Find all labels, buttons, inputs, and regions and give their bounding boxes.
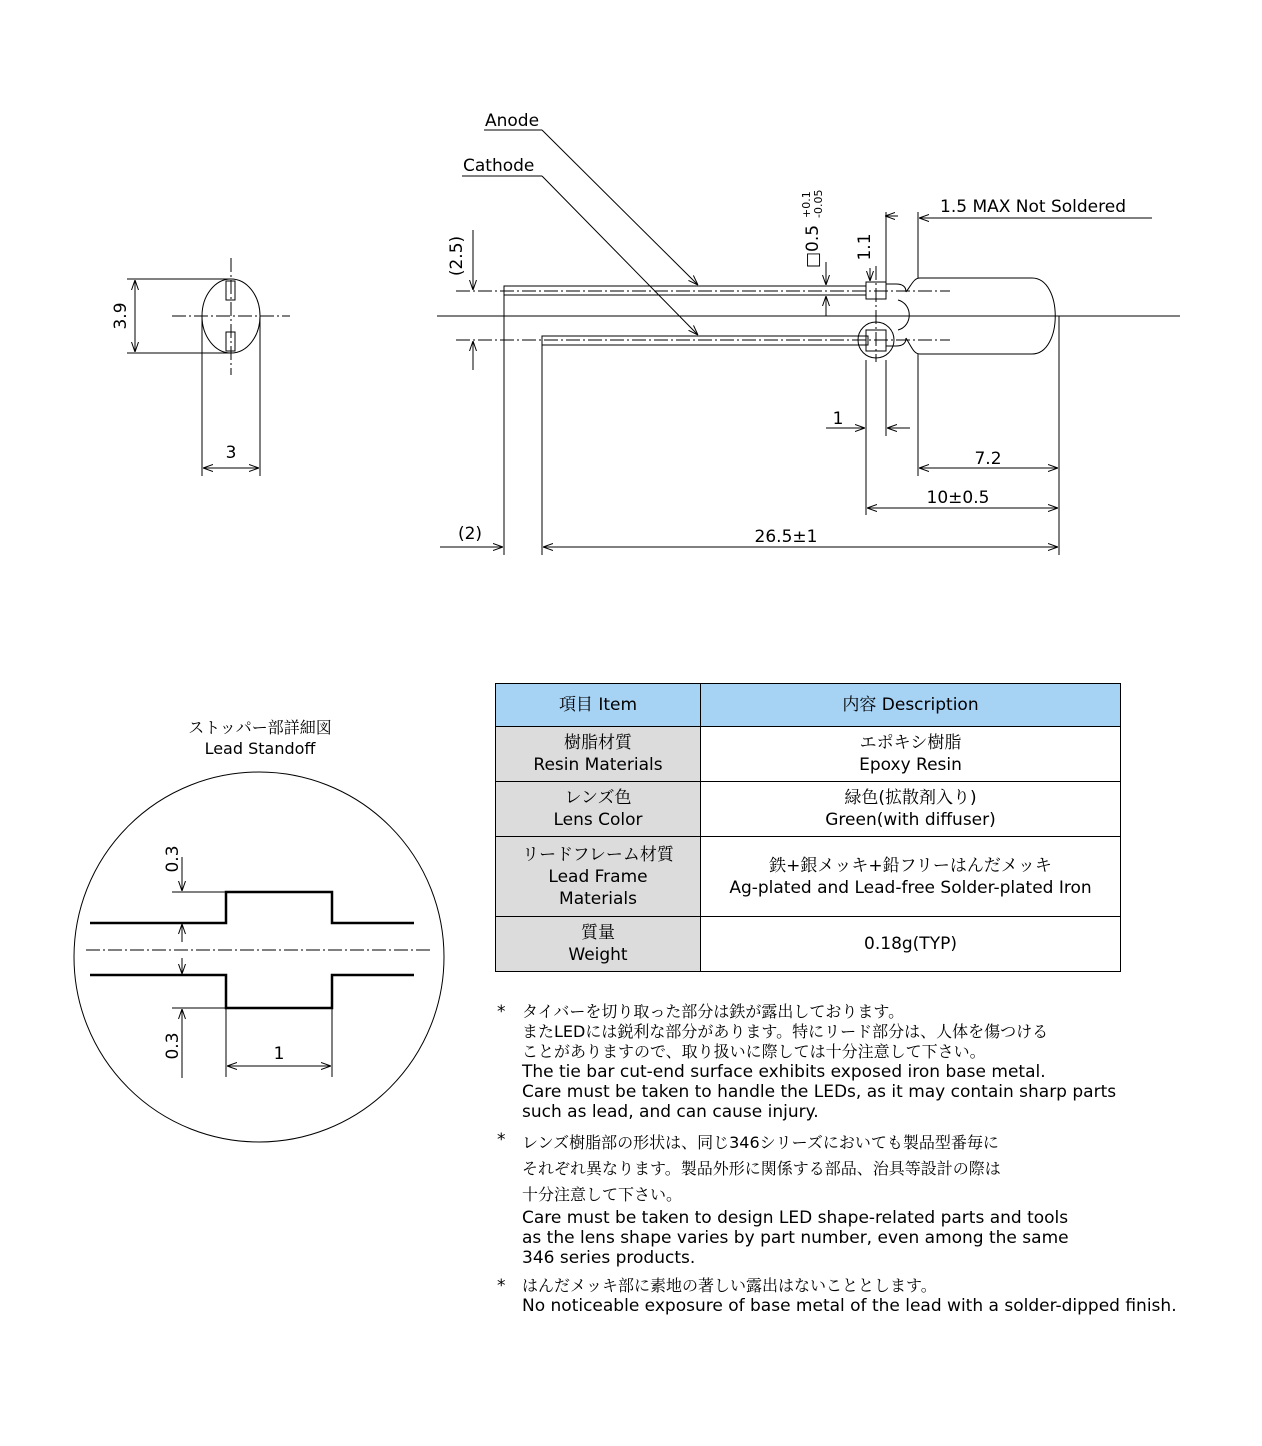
- row-desc: 0.18g(TYP): [701, 917, 1121, 972]
- cathode-leader: [542, 176, 698, 335]
- row-desc: 緑色(拡散剤入り) Green(with diffuser): [701, 782, 1121, 837]
- dim-lens-length: 7.2: [974, 449, 1002, 469]
- dim-top-03: 0.3: [163, 845, 183, 873]
- notes: [497, 1002, 1257, 1324]
- table-row: [496, 917, 1121, 972]
- anode-leader: [542, 130, 698, 285]
- dim-standoff-w: 1: [273, 1044, 285, 1064]
- dim-lead-square: □0.5: [803, 224, 823, 268]
- dim-pitch-label: (2.5): [447, 235, 467, 277]
- dim-lead-tol-minus: -0.05: [812, 189, 825, 218]
- dim-body-length: 10±0.5: [926, 488, 990, 508]
- dim-lead-tol-plus: +0.1: [800, 191, 813, 218]
- dim-width-label: 3: [225, 443, 237, 463]
- table-row: [496, 727, 1121, 782]
- header-description: 内容 Description: [701, 684, 1121, 727]
- side-view: [437, 111, 1180, 555]
- table-row: [496, 782, 1121, 837]
- dim-standoff-width: 1: [832, 409, 844, 429]
- flange-curve: [898, 300, 909, 330]
- detail-circle: [74, 772, 444, 1142]
- table-row: [496, 837, 1121, 917]
- table-header-row: [496, 684, 1121, 727]
- standoff-upper-profile: [90, 892, 414, 923]
- row-item: レンズ色 Lens Color: [496, 782, 701, 837]
- standoff-title-en: Lead Standoff: [204, 739, 316, 758]
- note-3: * はんだメッキ部に素地の著しい露出はないこととします。 No noticeable exposure of base metal of the lead with a solder-dipped finish.: [497, 1276, 1177, 1316]
- standoff-title-ja: ストッパー部詳細図: [188, 718, 332, 737]
- dim-standoff-height: 1.1: [855, 233, 875, 261]
- header-item: 項目 Item: [496, 684, 701, 727]
- dim-lead-length: 26.5±1: [754, 527, 818, 547]
- dim-lead-diff: (2): [457, 524, 483, 544]
- dim-not-soldered: 1.5 MAX Not Soldered: [940, 197, 1127, 217]
- dim-height-label: 3.9: [111, 302, 131, 330]
- row-item: リードフレーム材質 Lead Frame Materials: [496, 837, 701, 917]
- label-cathode: Cathode: [463, 156, 535, 176]
- row-item: 樹脂材質 Resin Materials: [496, 727, 701, 782]
- standoff-title: [150, 717, 370, 759]
- note-1: * タイバーを切り取った部分は鉄が露出しております。 またLEDには鋭利な部分があります。特にリード部分は、人体を傷つける ことがありますので、取り扱いに際しては十分注意して下さい。 The tie bar cut-end surface exhibits exposed iron base metal. Care must be taken to handle the LEDs, as it may contain sharp parts such as lead, and can cause injury.: [497, 1002, 1117, 1122]
- dim-bottom-03: 0.3: [163, 1032, 183, 1060]
- row-desc: 鉄+銀メッキ+鉛フリーはんだメッキ Ag-plated and Lead-free Solder-plated Iron: [701, 837, 1121, 917]
- note-2: * レンズ樹脂部の形状は、同じ346シリーズにおいても製品型番毎に それぞれ異なります。製品外形に関係する部品、治具等設計の際は 十分注意して下さい。 Care must be taken to design LED shape-related parts and tools as the lens shape varies by part number, even among the same 346 series products.: [497, 1130, 1069, 1268]
- standoff-detail: [74, 772, 444, 1142]
- label-anode: Anode: [485, 111, 540, 131]
- row-item: 質量 Weight: [496, 917, 701, 972]
- standoff-lower-profile: [90, 975, 414, 1008]
- spec-table: [495, 683, 1121, 972]
- row-desc: エポキシ樹脂 Epoxy Resin: [701, 727, 1121, 782]
- front-view: [111, 258, 290, 476]
